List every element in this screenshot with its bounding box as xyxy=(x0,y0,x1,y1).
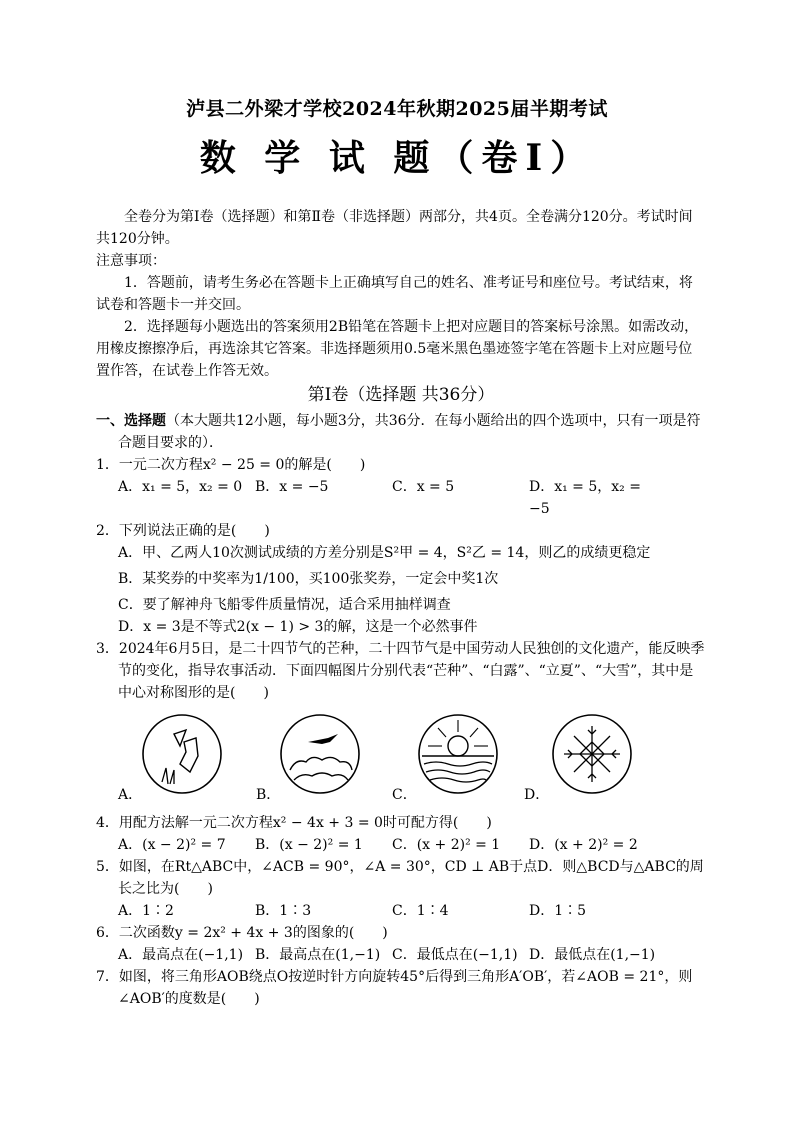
option-c: C．1∶4 xyxy=(392,903,449,919)
question-7: 7．如图，将三角形AOB绕点O按逆时针方向旋转45°后得到三角形A′OB′，若∠AOB = 21°，则∠AOB′的度数是( ) xyxy=(96,969,693,1007)
question-4-options xyxy=(118,834,706,856)
option-a: A．x₁ = 5，x₂ = 0 xyxy=(118,479,243,495)
question-4: 4．用配方法解一元二次方程x² − 4x + 3 = 0时可配方得( ) xyxy=(96,815,492,831)
question-5: 5．如图，在Rt△ABC中，∠ACB = 90°，∠A = 30°，CD ⊥ AB于点D．则△BCD与△ABC的周长之比为( ) xyxy=(96,859,704,897)
option-a: A．甲、乙两人10次测试成绩的方差分别是S²甲 = 4，S²乙 = 14，则乙的成绩更稳定 xyxy=(118,545,651,561)
option-d: D．x₁ = 5，x₂ = −5 xyxy=(529,479,641,517)
option-b: B．最高点在(1,−1) xyxy=(255,947,381,963)
question-6-options xyxy=(118,944,706,966)
solar-term-figures xyxy=(96,712,706,808)
option-c: C．要了解神舟飞船零件质量情况，适合采用抽样调查 xyxy=(118,597,451,613)
question-1: 1．一元二次方程x² − 25 = 0的解是( ) xyxy=(96,457,366,473)
question-2: 2．下列说法正确的是( ) xyxy=(96,523,270,539)
option-a: A．1∶2 xyxy=(118,903,174,919)
option-c: C．(x + 2)² = 1 xyxy=(392,837,501,853)
option-b: B．(x − 2)² = 1 xyxy=(255,837,363,853)
start-of-summer-figure xyxy=(416,712,500,796)
section-title: 第Ⅰ卷（选择题 共36分） xyxy=(307,385,495,405)
exam-title: 数 学 试 题（卷Ⅰ） xyxy=(199,137,595,179)
option-c: C．最低点在(−1,1) xyxy=(392,947,518,963)
major-snow-figure xyxy=(550,712,634,796)
notice-item-1: 1．答题前，请考生务必在答题卡上正确填写自己的姓名、准考证号和座位号。考试结束，将试卷和答题卡一并交回。 xyxy=(96,275,693,313)
exam-body xyxy=(96,206,706,1010)
notice-label: 注意事项： xyxy=(96,253,166,269)
figure-label-a: A． xyxy=(118,787,143,803)
grain-in-ear-figure xyxy=(140,712,224,796)
question-1-options xyxy=(118,476,706,520)
option-a: A．(x − 2)² = 7 xyxy=(118,837,226,853)
notice-item-2: 2．选择题每小题选出的答案须用2B铅笔在答题卡上把对应题目的答案标号涂黑。如需改动，用橡皮擦擦净后，再选涂其它答案。非选择题须用0.5毫米黑色墨迹签字笔在答题卡上对应题号位置作答，在试卷上作答无效。 xyxy=(96,319,699,379)
figure-label-d: D． xyxy=(524,787,550,803)
figure-label-b: B． xyxy=(256,787,281,803)
section-heading xyxy=(96,410,706,454)
figure-label-c: C． xyxy=(392,787,417,803)
intro-text: 全卷分为第Ⅰ卷（选择题）和第Ⅱ卷（非选择题）两部分，共4页。全卷满分120分。考试时间共120分钟。 xyxy=(96,209,693,247)
option-b: B．1∶3 xyxy=(255,903,312,919)
option-a: A．最高点在(−1,1) xyxy=(118,947,244,963)
section-heading-label: 一、选择题 xyxy=(96,413,166,429)
option-c: C．x = 5 xyxy=(392,479,455,495)
question-5-options xyxy=(118,900,706,922)
option-b: B．x = −5 xyxy=(255,479,329,495)
option-d: D．最低点在(1,−1) xyxy=(529,947,656,963)
option-d: D．x = 3是不等式2(x − 1) > 3的解，这是一个必然事件 xyxy=(118,619,478,635)
school-heading: 泸县二外梁才学校2024年秋期2025届半期考试 xyxy=(186,98,608,120)
option-b: B．某奖券的中奖率为1/100，买100张奖券，一定会中奖1次 xyxy=(118,571,499,587)
white-dew-figure xyxy=(278,712,362,796)
question-6: 6．二次函数y = 2x² + 4x + 3的图象的( ) xyxy=(96,925,388,941)
question-3: 3．2024年6月5日，是二十四节气的芒种，二十四节气是中国劳动人民独创的文化遗产，能反映季节的变化，指导农事活动．下面四幅图片分别代表“芒种”、“白露”、“立夏”、“大雪”，其中是中心对称图形的是( ) xyxy=(96,641,705,701)
option-d: D．1∶5 xyxy=(529,903,587,919)
section-instruction: （本大题共12小题，每小题3分，共36分．在每小题给出的四个选项中，只有一项是符合题目要求的）． xyxy=(118,413,701,451)
option-d: D．(x + 2)² = 2 xyxy=(529,837,638,853)
